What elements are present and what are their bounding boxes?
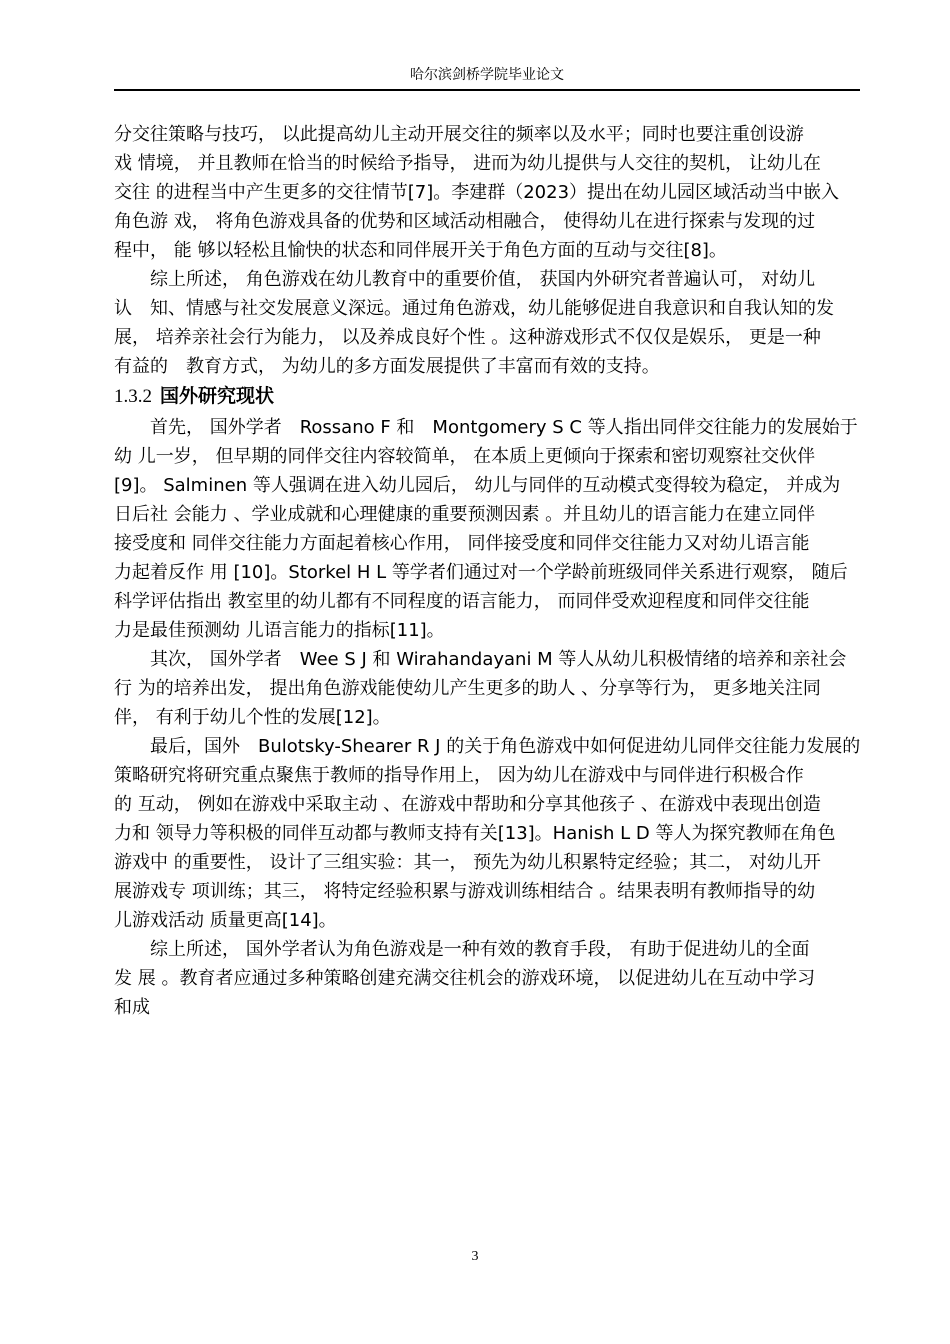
text-line: 展， 培养亲社会行为能力， 以及养成良好个性 。这种游戏形式不仅仅是娱乐， 更是一种: [114, 327, 821, 348]
text-line: 力是最佳预测幼 儿语言能力的指标[11]。: [114, 620, 445, 641]
text-line: 科学评估指出 教室里的幼儿都有不同程度的语言能力， 而同伴受欢迎程度和同伴交往能: [114, 591, 810, 612]
text-line: 发 展 。教育者应通过多种策略创建充满交往机会的游戏环境， 以促进幼儿在互动中学习: [114, 968, 816, 989]
text-line: 游戏中 的重要性， 设计了三组实验：其一， 预先为幼儿积累特定经验；其二， 对幼儿开: [114, 852, 821, 873]
text-line: 和成: [114, 997, 150, 1018]
text-line: 幼 儿一岁， 但早期的同伴交往内容较简单， 在本质上更倾向于探索和密切观察社交伙伴: [114, 446, 816, 467]
text-line: 首先， 国外学者 Rossano F 和 Montgomery S C 等人指出同伴交往能力的发展始于: [114, 417, 858, 438]
text-line: 戏 情境， 并且教师在恰当的时候给予指导， 进而为幼儿提供与人交往的契机， 让幼儿在: [114, 153, 821, 174]
running-header: 哈尔滨剑桥学院毕业论文: [410, 67, 564, 83]
text-line: 展游戏专 项训练；其三， 将特定经验积累与游戏训练相结合 。结果表明有教师指导的幼: [114, 881, 816, 902]
text-line: 伴， 有利于幼儿个性的发展[12]。: [114, 707, 391, 728]
text-line: 程中， 能 够以轻松且愉快的状态和同伴展开关于角色方面的互动与交往[8]。: [114, 240, 727, 261]
text-line: 认 知、情感与社交发展意义深远。通过角色游戏，幼儿能够促进自我意识和自我认知的发: [114, 298, 834, 319]
text-line: 最后，国外 Bulotsky-Shearer R J 的关于角色游戏中如何促进幼儿同伴交往能力发展的: [114, 736, 860, 757]
text-line: 其次， 国外学者 Wee S J 和 Wirahandayani M 等人从幼儿积极情绪的培养和亲社会: [114, 649, 847, 670]
text-line: 交往 的进程当中产生更多的交往情节[7]。李建群（2023）提出在幼儿园区域活动当中嵌入: [114, 182, 840, 203]
text-line: 角色游 戏， 将角色游戏具备的优势和区域活动相融合， 使得幼儿在进行探索与发现的过: [114, 211, 816, 232]
text-line: 日后社 会能力 、学业成就和心理健康的重要预测因素 。并且幼儿的语言能力在建立同伴: [114, 504, 816, 525]
text-line: 综上所述， 国外学者认为角色游戏是一种有效的教育手段， 有助于促进幼儿的全面: [114, 939, 810, 960]
section-number: 1.3.2: [114, 386, 152, 407]
text-line: 分交往策略与技巧， 以此提高幼儿主动开展交往的频率以及水平；同时也要注重创设游: [114, 124, 804, 145]
text-line: 力和 领导力等积极的同伴互动都与教师支持有关[13]。Hanish L D 等人为探究教师在角色: [114, 823, 836, 844]
section-title: 国外研究现状: [160, 385, 275, 407]
section-heading: [114, 381, 860, 413]
text-line: [9]。 Salminen 等人强调在进入幼儿园后， 幼儿与同伴的互动模式变得较为稳定， 并成为: [114, 475, 841, 496]
text-line: 综上所述， 角色游戏在幼儿教育中的重要价值， 获国内外研究者普遍认可， 对幼儿: [114, 269, 816, 290]
text-line: 策略研究将研究重点聚焦于教师的指导作用上， 因为幼儿在游戏中与同伴进行积极合作: [114, 765, 804, 786]
page-number: 3: [471, 1249, 479, 1264]
text-line: 有益的 教育方式， 为幼儿的多方面发展提供了丰富而有效的支持。: [114, 356, 660, 377]
text-line: 接受度和 同伴交往能力方面起着核心作用， 同伴接受度和同伴交往能力又对幼儿语言能: [114, 533, 810, 554]
header-rule: [114, 89, 860, 91]
text-line: 力起着反作 用 [10]。Storkel H L 等学者们通过对一个学龄前班级同伴关系进行观察， 随后: [114, 562, 848, 583]
text-line: 的 互动， 例如在游戏中采取主动 、在游戏中帮助和分享其他孩子 、在游戏中表现出创造: [114, 794, 821, 815]
text-line: 儿游戏活动 质量更高[14]。: [114, 910, 337, 931]
text-line: 行 为的培养出发， 提出角色游戏能使幼儿产生更多的助人 、分享等行为， 更多地关注同: [114, 678, 821, 699]
body-text: [114, 120, 860, 1022]
